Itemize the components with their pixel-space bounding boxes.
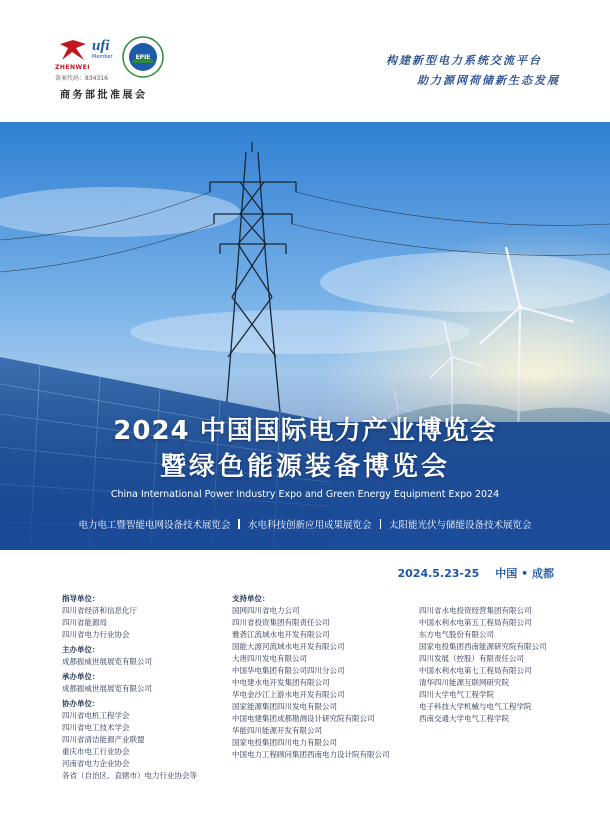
- expo-title-english: China International Power Industry Expo and Green Energy Equipment Expo 2024: [110, 489, 500, 500]
- list-item: 国家电投集团四川电力有限公司: [232, 738, 337, 747]
- ufi-member-text: Member: [92, 54, 113, 60]
- list-item: 四川发展（控股）有限责任公司: [419, 654, 524, 663]
- list-item: 华电金沙江上游水电开发有限公司: [232, 690, 345, 699]
- sub-expo-2: 水电科技创新应用成果展览会: [247, 520, 372, 531]
- event-location: 中国 • 成都: [495, 567, 554, 580]
- host-title: 主办单位：: [62, 645, 100, 654]
- slogan-line-2: 助力源网荷储新生态发展: [417, 74, 560, 87]
- list-item: 中国华电集团有限公司四川分公司: [232, 666, 345, 675]
- expo-title-line-1: 2024 中国国际电力产业博览会: [113, 416, 497, 446]
- list-item: 四川省能源局: [62, 618, 107, 627]
- expo-title-line-2: 暨绿色能源装备博览会: [159, 452, 450, 482]
- list-item: 东方电气股份有限公司: [419, 630, 494, 639]
- list-item: 成都振威世展展览有限公司: [62, 684, 152, 693]
- organizers-column-3: [419, 605, 569, 725]
- sub-expos-line: [0, 517, 610, 531]
- ufi-logo: [92, 38, 116, 74]
- co-organizer-title: 协办单位：: [62, 699, 100, 708]
- list-item: 四川省电机工程学会: [62, 711, 130, 720]
- list-item: 中国水利水电第五工程局有限公司: [419, 618, 532, 627]
- separator: [238, 519, 240, 529]
- hero-illustration: [0, 122, 610, 550]
- list-item: 电子科技大学机械与电气工程学院: [419, 702, 532, 711]
- list-item: 中国水利水电第七工程局有限公司: [419, 666, 532, 675]
- list-item: 河南省电力企业协会: [62, 759, 130, 768]
- list-item: 大唐四川发电有限公司: [232, 654, 307, 663]
- support-title: 支持单位：: [232, 594, 270, 603]
- seal-text: EPIE: [135, 54, 151, 61]
- registration-code: 备案代码：834316: [55, 75, 108, 82]
- organizers-column-1: [62, 593, 222, 782]
- list-item: 中国电建集团成都勘测设计研究院有限公司: [232, 714, 375, 723]
- list-item: 四川省电力行业协会: [62, 630, 130, 639]
- list-item: 清华四川能源互联网研究院: [419, 678, 509, 687]
- list-item: 西南交通大学电气工程学院: [419, 714, 509, 723]
- hero-banner: [0, 122, 610, 550]
- list-item: 四川省水电投资经营集团有限公司: [419, 606, 532, 615]
- list-item: 重庆市电工行业协会: [62, 747, 130, 756]
- list-item: 雅砻江流域水电开发有限公司: [232, 630, 330, 639]
- list-item: 中电建水电开发集团有限公司: [232, 678, 330, 687]
- zhenwei-logo-text: ZHENWEI: [55, 64, 90, 71]
- event-date: 2024.5.23-25: [397, 567, 480, 580]
- zhenwei-logo-icon: [58, 38, 88, 64]
- list-item: 国家电投集团西南能源研究院有限公司: [419, 642, 547, 651]
- list-item: 国能大渡河流域水电开发有限公司: [232, 642, 345, 651]
- list-item: 四川省投资集团有限责任公司: [232, 618, 330, 627]
- organizers-column-2: [232, 593, 422, 761]
- list-item: 中国电力工程顾问集团西南电力设计院有限公司: [232, 750, 390, 759]
- sub-expo-3: 太阳能光伏与储能设备技术展览会: [389, 520, 532, 531]
- list-item: 国家能源集团四川发电有限公司: [232, 702, 337, 711]
- list-item: 华能四川能源开发有限公司: [232, 726, 322, 735]
- list-item: 成都振威世展展览有限公司: [62, 657, 152, 666]
- list-item: 四川省电工技术学会: [62, 723, 130, 732]
- undertaker-title: 承办单位：: [62, 672, 100, 681]
- event-date-location: [397, 565, 554, 581]
- list-item: 各省（自治区、直辖市）电力行业协会等: [62, 771, 197, 780]
- list-item: 四川省经济和信息化厅: [62, 606, 137, 615]
- list-item: 国网四川省电力公司: [232, 606, 300, 615]
- list-item: 四川大学电气工程学院: [419, 690, 494, 699]
- epie-seal-icon: [122, 36, 164, 78]
- ufi-logo-text: ufi: [92, 38, 110, 54]
- slogan-line-1: 构建新型电力系统交流平台: [386, 54, 542, 67]
- separator: [380, 519, 382, 529]
- guidance-title: 指导单位：: [62, 594, 100, 603]
- sub-expo-1: 电力电工暨智能电网设备技术展览会: [78, 520, 231, 531]
- list-item: 四川省清洁能源产业联盟: [62, 735, 145, 744]
- page-header: [0, 0, 610, 122]
- approval-text: 商务部批准展会: [60, 90, 148, 101]
